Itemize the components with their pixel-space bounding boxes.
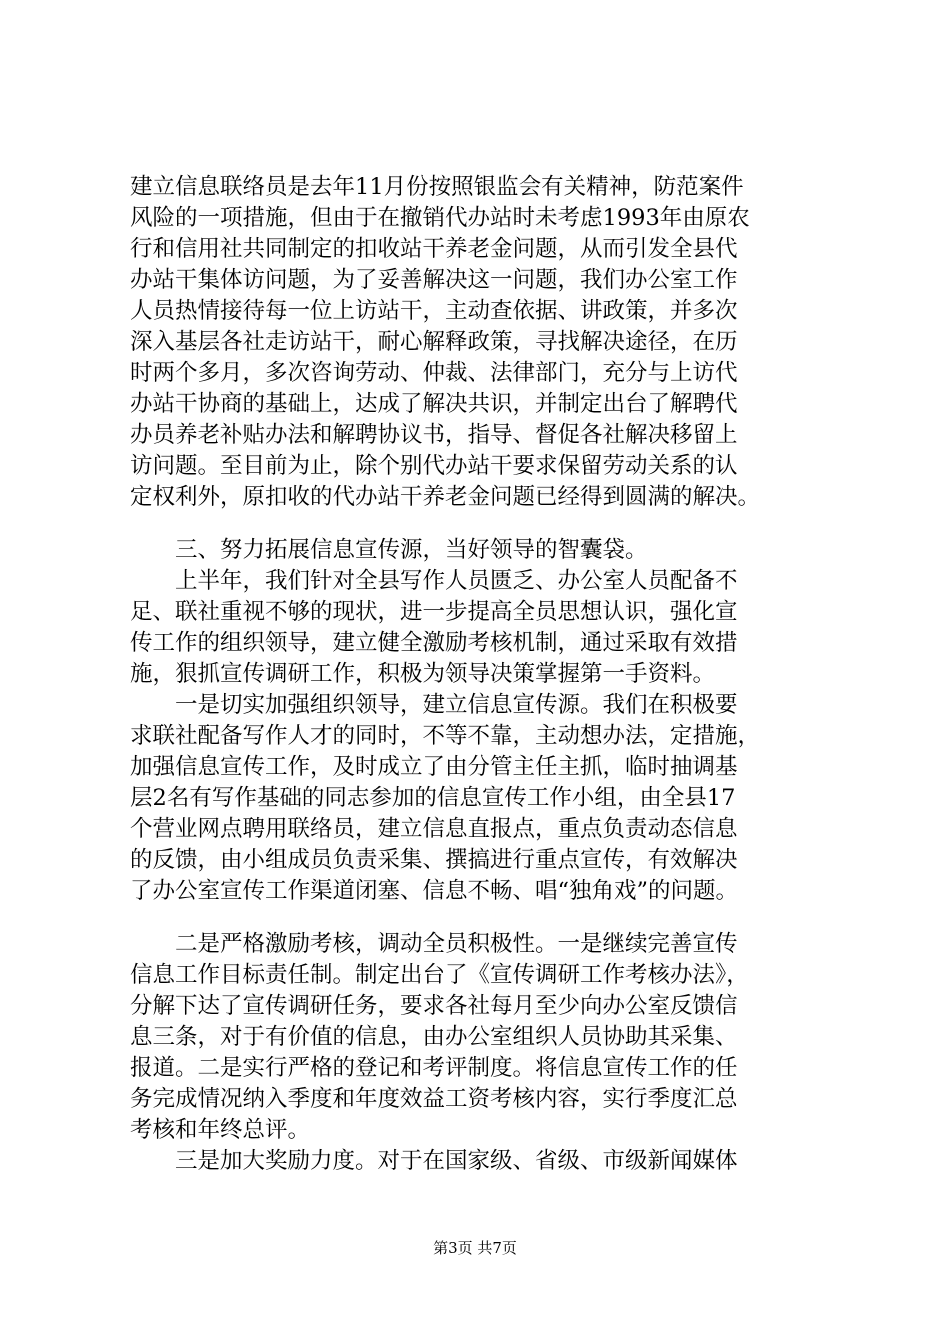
text-line: 传工作的组织领导，建立健全激励考核机制，通过采取有效措 [130,630,738,656]
text-line: 加强信息宣传工作，及时成立了由分管主任主抓，临时抽调基 [130,754,738,780]
text-line: 行和信用社共同制定的扣收站干养老金问题，从而引发全县代 [130,236,738,262]
text-line: 建立信息联络员是去年11月份按照银监会有关精神，防范案件 [130,174,744,200]
text-line: 求联社配备写作人才的同时，不等不靠，主动想办法，定措施， [130,723,761,749]
text-line: 息三条，对于有价值的信息，由办公室组织人员协助其采集、 [130,1024,738,1050]
text-line: 定权利外，原扣收的代办站干养老金问题已经得到圆满的解决。 [130,484,761,510]
section-heading: 三、努力拓展信息宣传源，当好领导的智囊袋。 [130,537,648,563]
text-line: 上半年，我们针对全县写作人员匮乏、办公室人员配备不 [130,568,738,594]
text-line: 个营业网点聘用联络员，建立信息直报点，重点负责动态信息 [130,816,738,842]
text-line: 的反馈，由小组成员负责采集、撰搞进行重点宣传，有效解决 [130,847,738,873]
text-line: 人员热情接待每一位上访站干，主动查依据、讲政策，并多次 [130,298,738,324]
text-line: 了办公室宣传工作渠道闭塞、信息不畅、唱“独角戏”的问题。 [130,878,739,904]
text-line: 分解下达了宣传调研任务，要求各社每月至少向办公室反馈信 [130,993,738,1019]
page-number-footer: 第3页 共7页 [433,1239,517,1257]
text-line: 办站干集体访问题，为了妥善解决这一问题，我们办公室工作 [130,267,738,293]
text-line: 务完成情况纳入季度和年度效益工资考核内容，实行季度汇总 [130,1086,738,1112]
text-line: 层2名有写作基础的同志参加的信息宣传工作小组，由全县17 [130,785,736,811]
text-line: 报道。二是实行严格的登记和考评制度。将信息宣传工作的任 [130,1055,738,1081]
text-line: 施，狠抓宣传调研工作，积极为领导决策掌握第一手资料。 [130,661,716,687]
text-line: 足、联社重视不够的现状，进一步提高全员思想认识，强化宣 [130,599,738,625]
text-line: 风险的一项措施，但由于在撤销代办站时未考虑1993年由原农 [130,205,750,231]
text-line: 办站干协商的基础上，达成了解决共识，并制定出台了解聘代 [130,391,738,417]
text-line: 访问题。至目前为止，除个别代办站干要求保留劳动关系的认 [130,453,738,479]
text-line: 三是加大奖励力度。对于在国家级、省级、市级新闻媒体 [130,1148,738,1174]
text-line: 时两个多月，多次咨询劳动、仲裁、法律部门，充分与上访代 [130,360,738,386]
text-line: 一是切实加强组织领导，建立信息宣传源。我们在积极要 [130,692,738,718]
text-line: 信息工作目标责任制。制定出台了《宣传调研工作考核办法》， [130,962,749,988]
text-line: 二是严格激励考核，调动全员积极性。一是继续完善宣传 [130,931,738,957]
text-line: 考核和年终总评。 [130,1117,311,1143]
text-line: 办员养老补贴办法和解聘协议书，指导、督促各社解决移留上 [130,422,738,448]
text-line: 深入基层各社走访站干，耐心解释政策，寻找解决途径，在历 [130,329,738,355]
